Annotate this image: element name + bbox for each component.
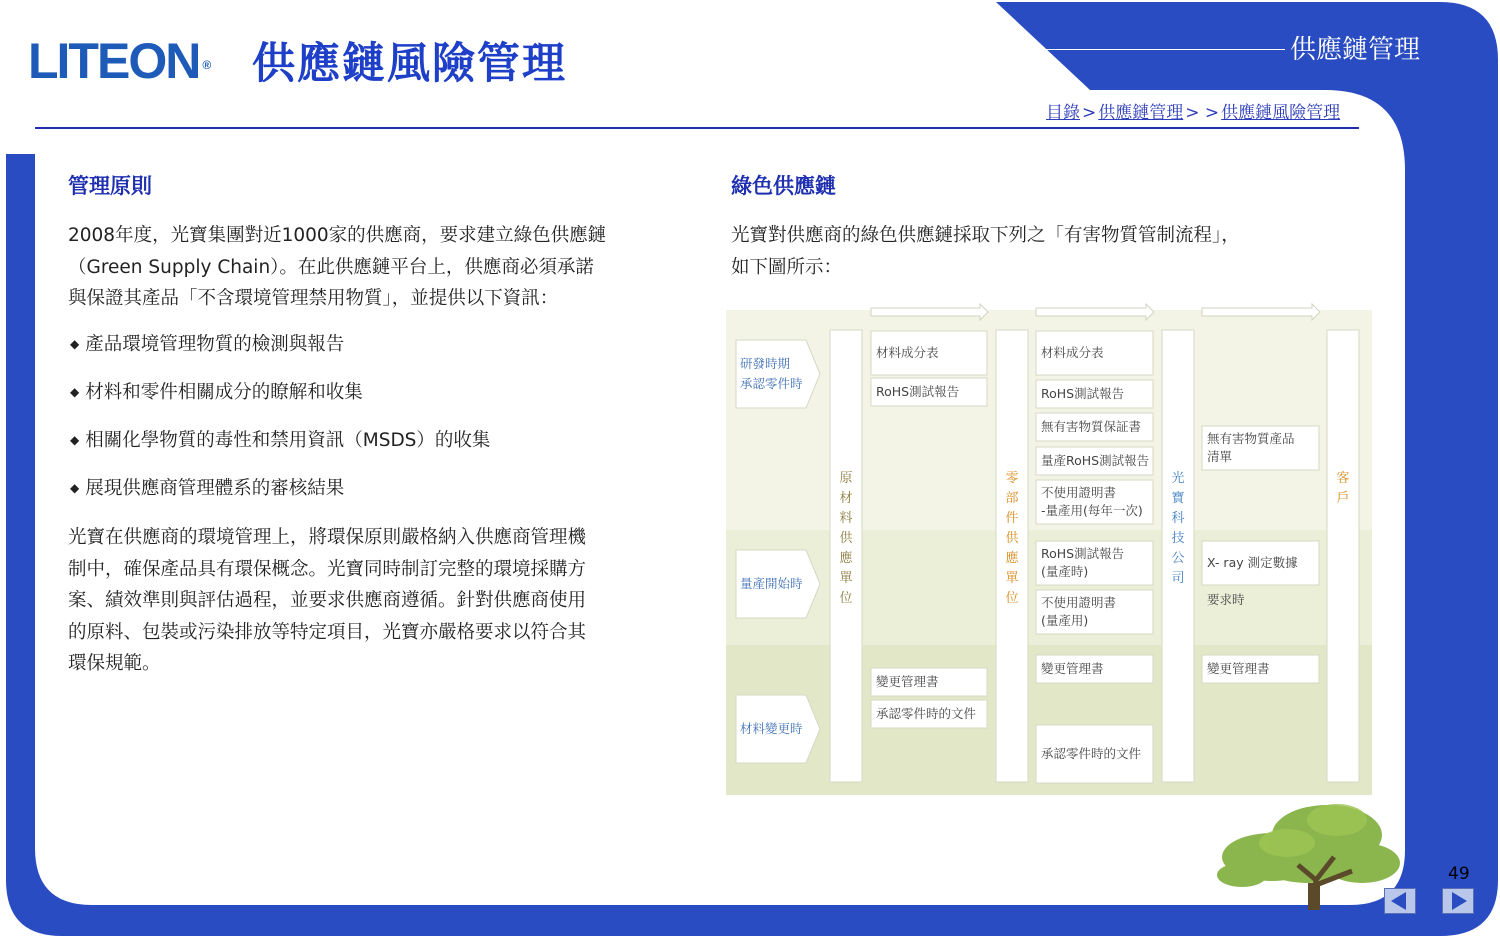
bullet-text: 材料和零件相關成分的瞭解和收集 [85, 382, 363, 403]
next-page-button[interactable] [1442, 888, 1474, 914]
bullet-diamond-icon: ◆ [70, 337, 80, 351]
hazardous-substance-flow-diagram [726, 300, 1372, 795]
green-supply-chain-heading: 綠色供應鏈 [731, 174, 836, 198]
stage-label: 研發時期 [740, 356, 791, 371]
column-label-char: 原 [839, 471, 853, 486]
column-label-char: 供 [839, 531, 853, 546]
liteon-doc: X- ray 測定數據 [1207, 555, 1298, 570]
column-label-char: 應 [1005, 551, 1019, 566]
breadcrumb-link-contents[interactable]: 目錄 [1046, 103, 1080, 123]
diagram-intro-line: 光寶對供應商的綠色供應鏈採取下列之「有害物質管制流程」， [731, 225, 1240, 246]
management-principles-heading: 管理原則 [68, 174, 152, 198]
breadcrumb-link-risk-management[interactable]: 供應鏈風險管理 [1221, 103, 1341, 123]
arrow-right-icon [1442, 888, 1474, 914]
column-label-char: 科 [1171, 511, 1185, 526]
intro-line: 與保證其產品「不含環境管理禁用物質」，並提供以下資訊： [68, 288, 559, 309]
material-doc: RoHS測試報告 [876, 384, 960, 399]
column-label-char: 料 [839, 511, 853, 526]
column-label-char: 供 [1005, 531, 1019, 546]
column-label-char: 單 [839, 571, 853, 586]
bullet-diamond-icon: ◆ [70, 385, 80, 399]
parts-doc: 不使用證明書 [1041, 485, 1117, 500]
bullet-text: 相關化學物質的毒性和禁用資訊（MSDS）的收集 [85, 430, 491, 451]
material-doc: 承認零件時的文件 [876, 706, 977, 721]
closing-line: 環保規範。 [68, 653, 161, 674]
column-label-char: 件 [1005, 511, 1019, 526]
column-label-char: 零 [1005, 471, 1019, 486]
column-label-char: 公 [1171, 551, 1185, 566]
parts-doc: 無有害物質保証書 [1041, 419, 1142, 434]
parts-doc: 量產RoHS測試報告 [1041, 453, 1150, 468]
intro-paragraph [68, 220, 668, 315]
tree-icon [1212, 795, 1402, 910]
breadcrumb-separator: > > [1185, 103, 1220, 123]
breadcrumb-separator: > [1082, 103, 1097, 123]
parts-doc: RoHS測試報告 [1041, 546, 1125, 561]
column-label-char: 寶 [1171, 491, 1185, 506]
request-note: 要求時 [1207, 592, 1245, 607]
liteon-logo: LITEON ® [28, 33, 212, 89]
column-label-char: 部 [1005, 491, 1019, 506]
bullet-item [70, 428, 490, 455]
closing-line: 的原料、包裝或污染排放等特定項目，光寶亦嚴格要求以符合其 [68, 621, 587, 643]
title-divider [35, 127, 1359, 129]
closing-paragraph [68, 522, 668, 680]
diagram-intro [731, 220, 1341, 283]
breadcrumb-link-supply-chain[interactable]: 供應鏈管理 [1098, 103, 1184, 123]
closing-line: 制中，確保產品具有環保概念。光寶同時制訂完整的環境採購方 [68, 558, 587, 580]
parts-doc: 不使用證明書 [1041, 595, 1117, 610]
material-doc: 材料成分表 [876, 345, 939, 360]
column-label-char: 戶 [1336, 491, 1350, 506]
column-label-char: 位 [839, 591, 853, 606]
intro-line: （Green Supply Chain）。在此供應鏈平台上，供應商必須承諾 [68, 256, 594, 278]
closing-line: 光寶在供應商的環境管理上，將環保原則嚴格納入供應商管理機 [68, 527, 587, 548]
section-title: 供應鏈管理 [1290, 35, 1421, 65]
column-label-char: 客 [1336, 471, 1350, 486]
column-label-char: 材 [839, 491, 853, 506]
column-bar [1327, 330, 1359, 782]
parts-doc: 承認零件時的文件 [1041, 746, 1142, 761]
arrow-left-icon [1384, 888, 1416, 914]
column-label-char: 光 [1171, 471, 1185, 486]
column-label-char: 司 [1171, 571, 1185, 586]
stage-label: 量產開始時 [740, 576, 803, 591]
liteon-doc: 變更管理書 [1207, 661, 1270, 676]
parts-doc: -量產用(每年一次) [1041, 503, 1143, 518]
intro-line: 2008年度，光寶集團對近1000家的供應商，要求建立綠色供應鏈 [68, 225, 607, 246]
parts-doc: 變更管理書 [1041, 661, 1104, 676]
stage-chevron [736, 340, 820, 408]
page-number: 49 [1448, 864, 1470, 884]
header-rule [1035, 49, 1285, 50]
liteon-doc: 無有害物質產品 [1207, 431, 1295, 446]
closing-line: 案、績效準則與評估過程，並要求供應商遵循。針對供應商使用 [68, 590, 587, 611]
parts-doc: (量產時) [1041, 564, 1089, 579]
liteon-doc: 清單 [1207, 449, 1233, 464]
parts-doc: RoHS測試報告 [1041, 386, 1125, 401]
stage-label: 材料變更時 [740, 721, 803, 736]
page-title: 供應鏈風險管理 [252, 39, 567, 89]
column-label-char: 技 [1171, 531, 1185, 546]
bullet-item [70, 332, 344, 359]
breadcrumb [1046, 102, 1340, 124]
bullet-text: 展現供應商管理體系的審核結果 [85, 478, 345, 499]
parts-doc: (量產用) [1041, 613, 1089, 628]
bullet-diamond-icon: ◆ [70, 481, 80, 495]
bullet-diamond-icon: ◆ [70, 433, 80, 447]
bullet-item [70, 476, 344, 503]
column-label-char: 位 [1005, 591, 1019, 606]
material-doc: 變更管理書 [876, 674, 939, 689]
bullet-text: 產品環境管理物質的檢測與報告 [85, 334, 345, 355]
stage-label: 承認零件時 [740, 376, 803, 391]
diagram-intro-line: 如下圖所示： [731, 256, 843, 278]
column-label-char: 單 [1005, 571, 1019, 586]
column-label-char: 應 [839, 551, 853, 566]
parts-doc: 材料成分表 [1041, 345, 1104, 360]
bullet-item [70, 380, 363, 407]
prev-page-button[interactable] [1384, 888, 1416, 914]
